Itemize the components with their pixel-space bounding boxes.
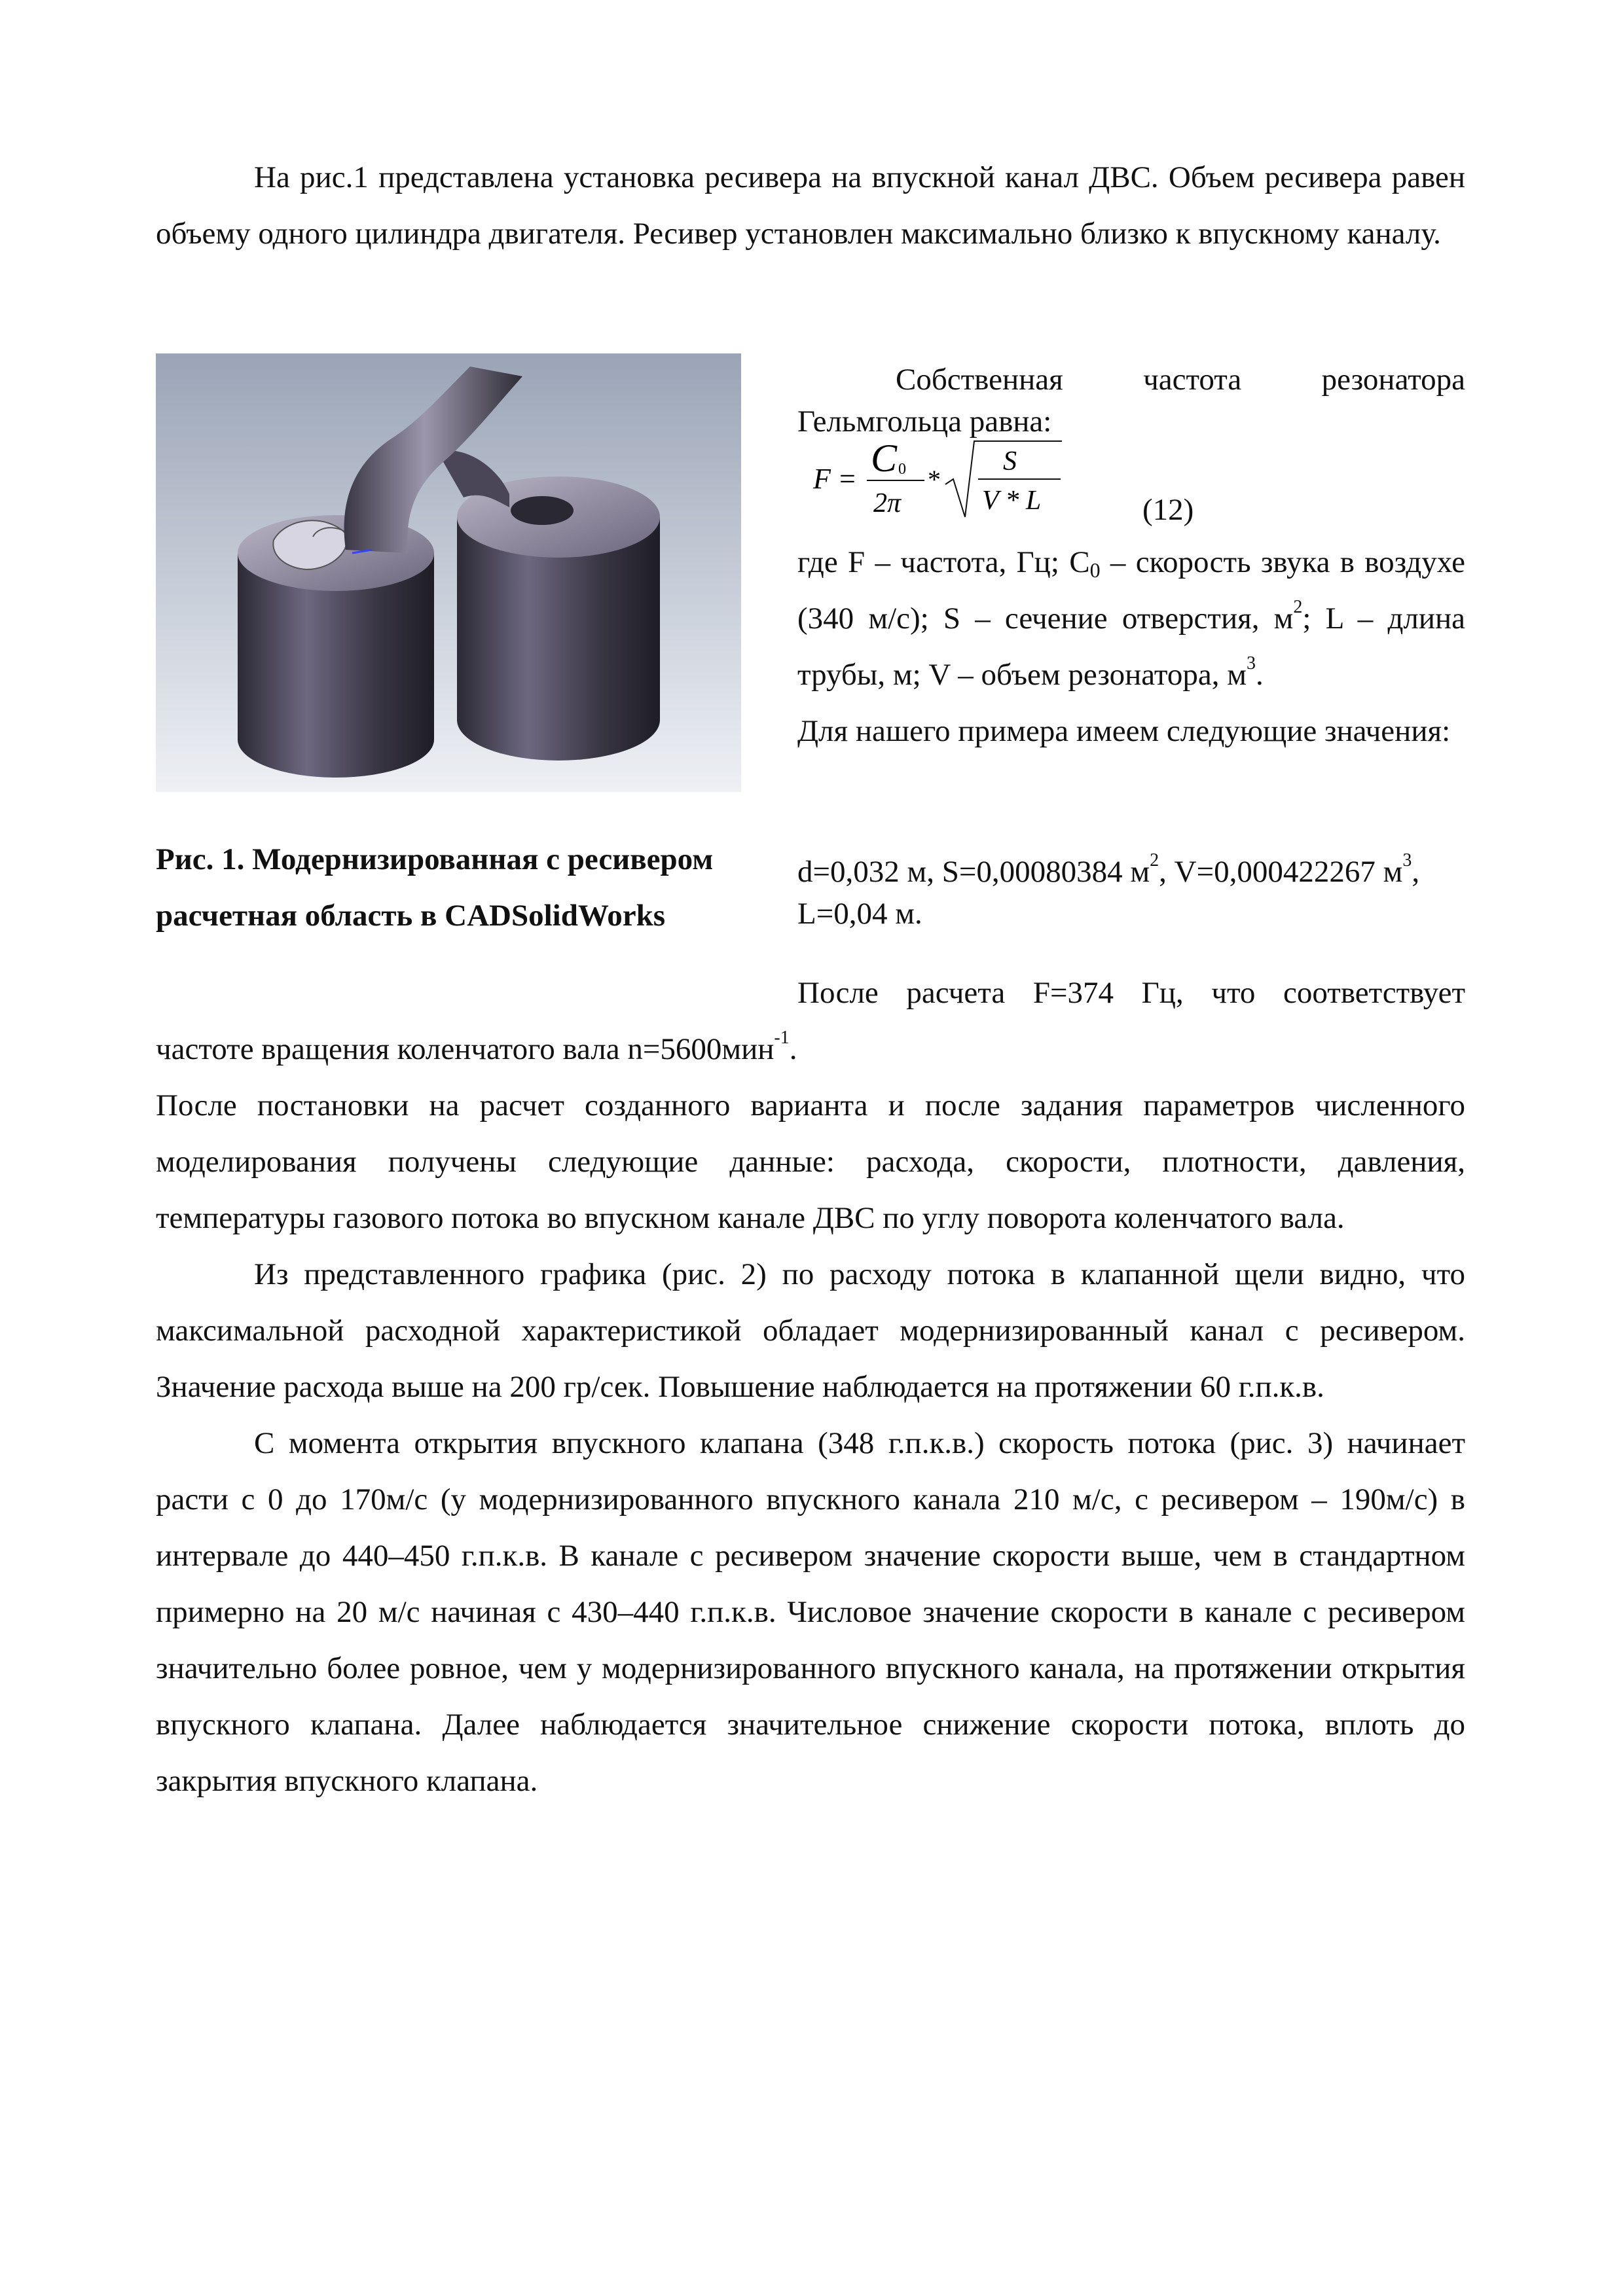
formula-root-denominator: V * L <box>982 486 1042 516</box>
caption-line-2: расчетная область в CADSolidWorks <box>156 899 666 933</box>
formula-denominator: 2π <box>873 488 902 518</box>
body-paragraph-1: После постановки на расчет созданного варианта и после задания параметров численного моделирования получены следующие данные: расхода, скорости, плотности, давления, температуры газового потока во впускном канале ДВС по углу поворота коленчатого вала. <box>156 1088 1465 1235</box>
intro-paragraph: На рис.1 представлена установка ресивера на впускной канал ДВС. Объем ресивера равен объему одного цилиндра двигателя. Ресивер установлен максимально близко к впускному каналу. <box>156 160 1465 251</box>
formula-legend: где F – частота, Гц; $C_0$ – скорость звука в воздухе (340 м/с); S – сечение отверстия, $м^2$; L – длина трубы, м; V – объем резонатора, $м^3$. <box>797 545 1466 692</box>
figure-caption <box>156 831 771 944</box>
example-intro: Для нашего примера имеем следующие значения: <box>797 714 1451 748</box>
after-calc-paragraph: После расчета F=374 Гц, что соответствует частоте вращения коленчатого вала n=5600мин$^{-1}$. <box>156 976 1465 1066</box>
cad-model-image <box>156 353 741 792</box>
caption-line-1: Рис. 1. Модернизированная с ресивером <box>156 842 714 876</box>
frequency-intro: Собственная частота резонатора Гельмгольца равна: <box>797 363 1465 439</box>
formula-lhs: F <box>813 463 831 495</box>
body-paragraph-3: С момента открытия впускного клапана (348 г.п.к.в.) скорость потока (рис. 3) начинает расти с 0 до 170м/с (у модернизированного впускного канала 210 м/с, с ресивером – 190м/с) в интервале до 440–450 г.п.к.в. В канале с ресивером значение скорости выше, чем в стандартном примерно на 20 м/с начиная с 430–440 г.п.к.в. Числовое значение скорости в канале с ресивером значительно более ровное, чем у модернизированного впускного канала, на протяжении открытия впускного клапана. Далее наблюдается значительное снижение скорости потока, вплоть до закрытия впускного клапана. <box>156 1426 1465 1798</box>
formula-numerator: C <box>871 437 898 480</box>
formula-numerator-sub: 0 <box>898 461 906 478</box>
equation-number: (12) <box>1142 493 1194 527</box>
helmholtz-formula <box>793 432 1075 524</box>
formula-root-numerator: S <box>1003 446 1017 476</box>
formula-eq: = <box>839 463 856 495</box>
body-paragraph-2: Из представленного графика (рис. 2) по расходу потока в клапанной щели видно, что максимальной расходной характеристикой обладает модернизированный канал с ресивером. Значение расхода выше на 200 гр/сек. Повышение наблюдается на протяжении 60 г.п.к.в. <box>156 1257 1465 1404</box>
formula-times: * <box>928 465 941 494</box>
example-values: d=0,032 м, S=0,00080384 $м^2$, V=0,000422267 $м^3$, L=0,04 м. <box>797 850 1420 931</box>
